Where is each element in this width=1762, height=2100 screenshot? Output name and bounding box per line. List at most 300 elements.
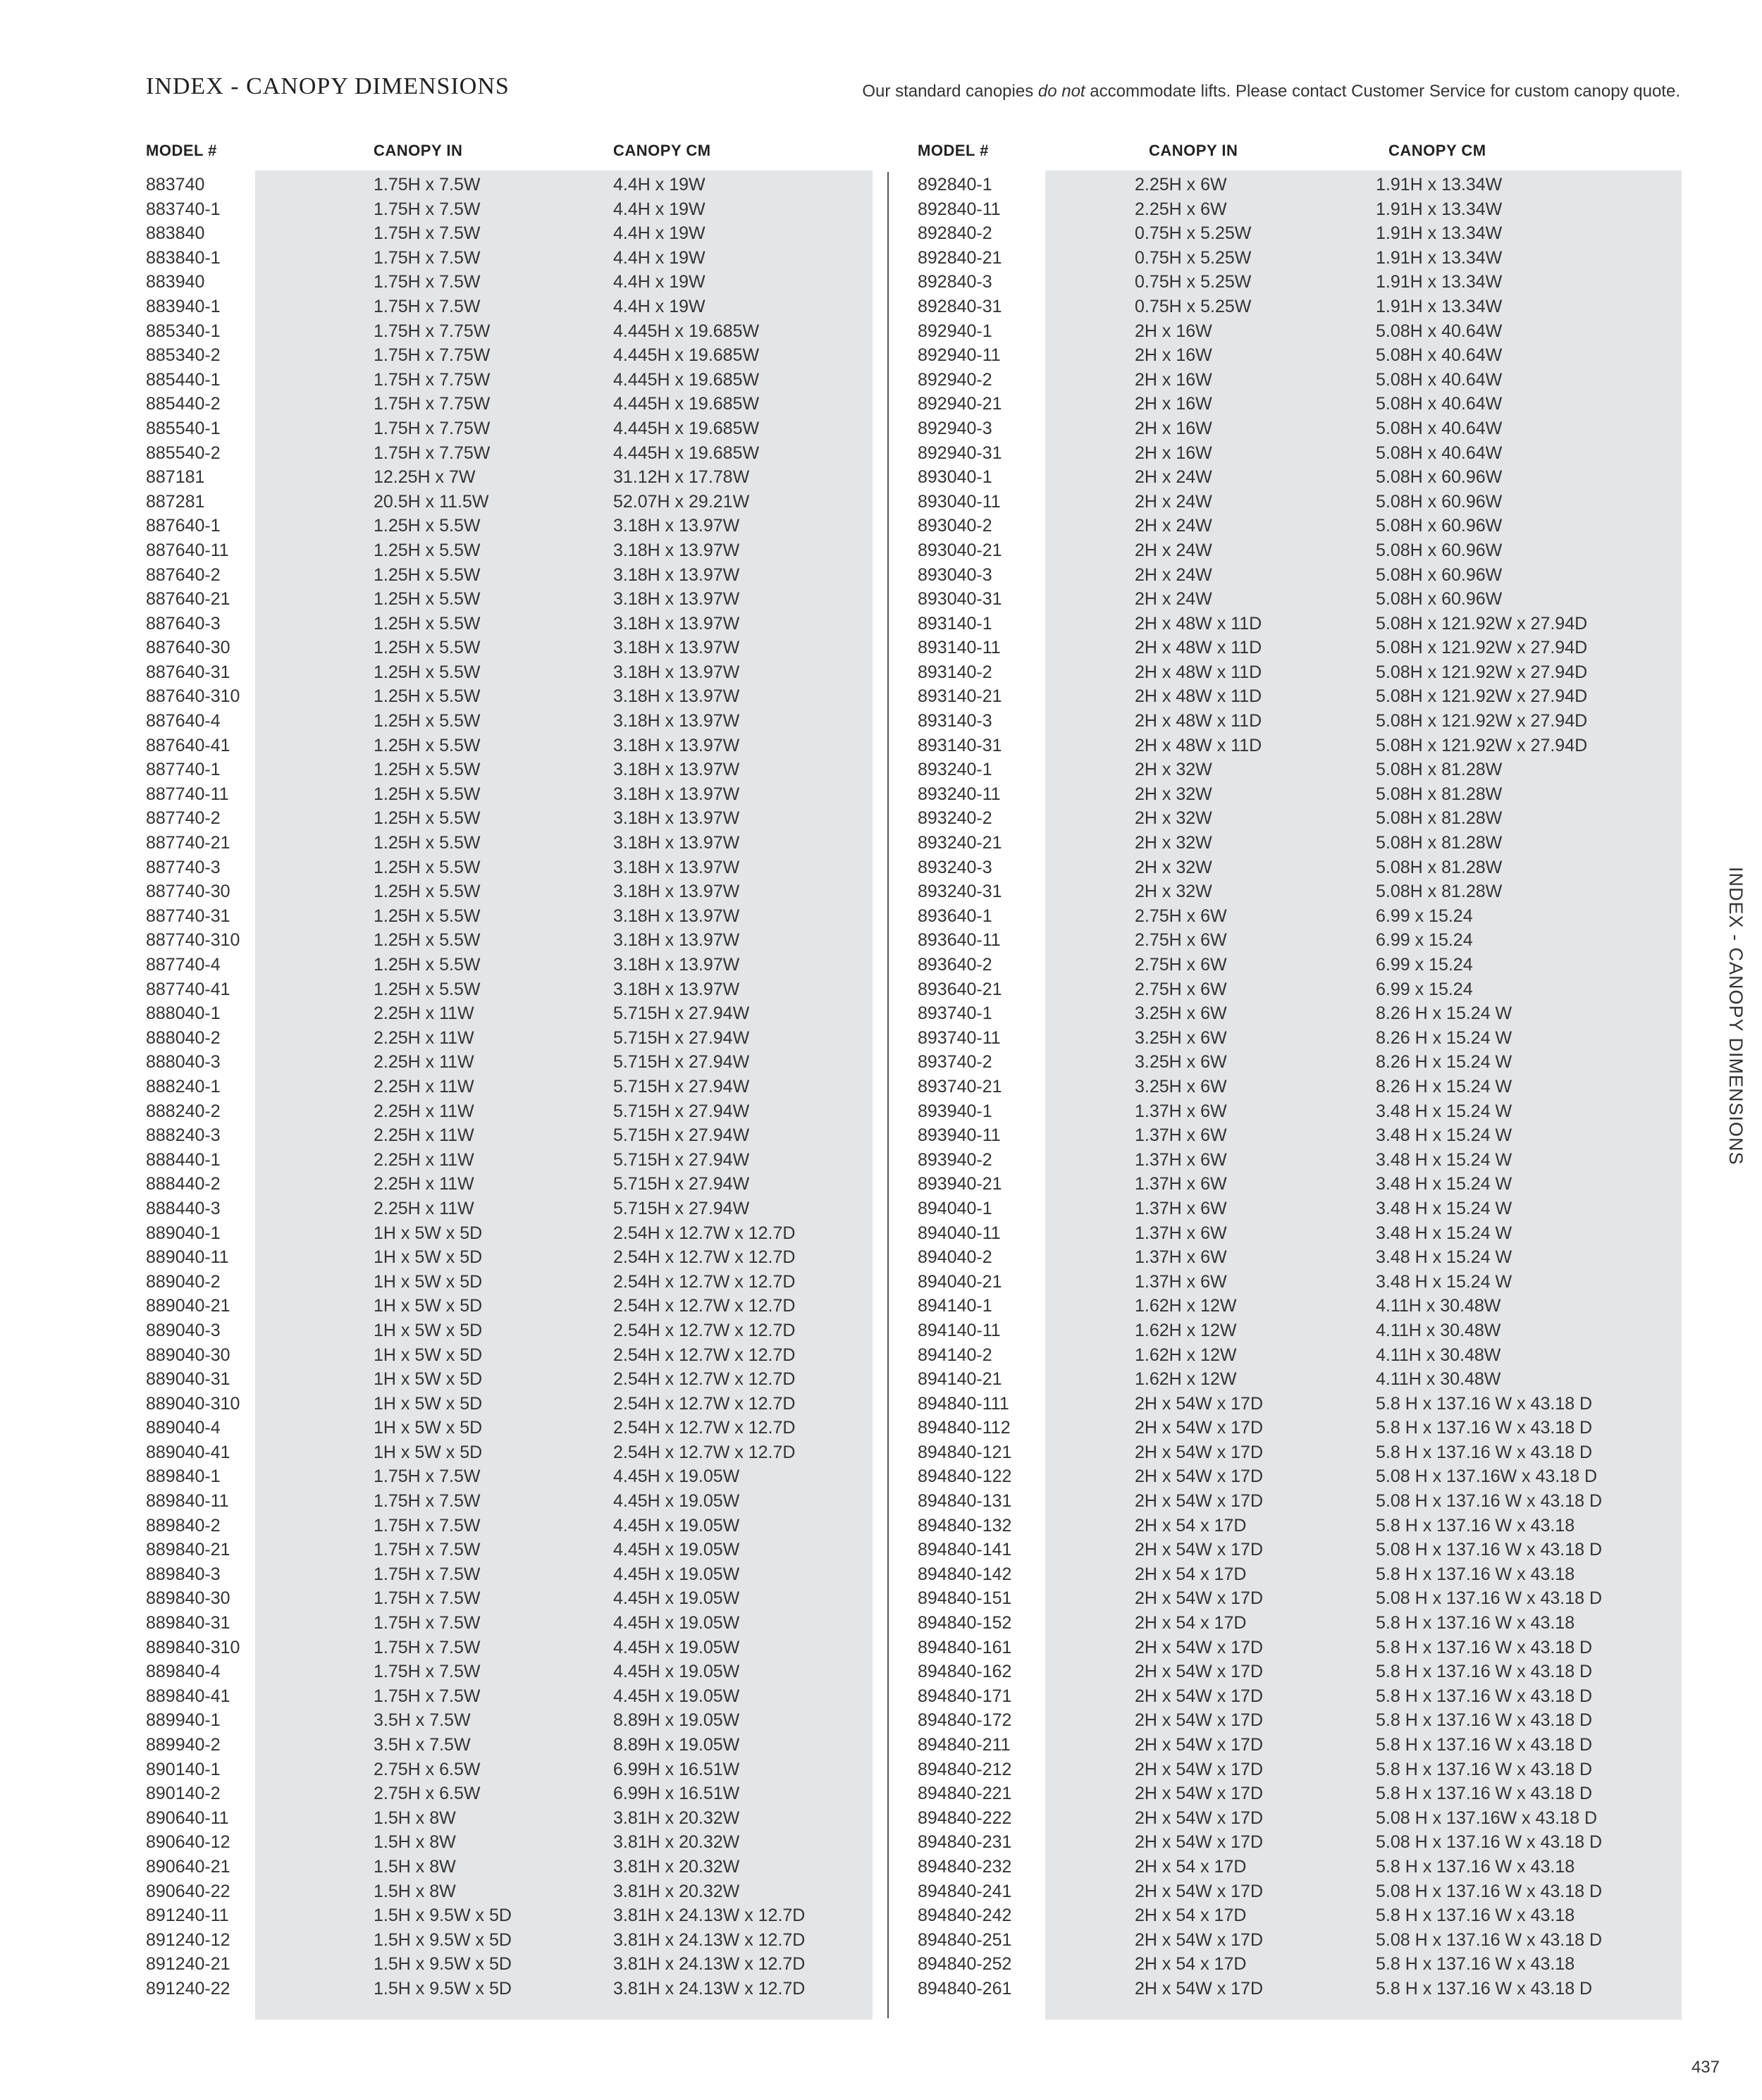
model-number: 885340-1 [146, 321, 221, 341]
canopy-cm: 5.8 H x 137.16 W x 43.18 D [1376, 1710, 1593, 1731]
model-number: 887640-21 [146, 589, 230, 610]
model-number: 893940-2 [918, 1149, 992, 1170]
canopy-cm: 3.81H x 24.13W x 12.7D [613, 1929, 806, 1950]
table-row [0, 1464, 1692, 1489]
model-number: 892840-1 [918, 175, 992, 194]
model-number: 890640-11 [146, 1808, 229, 1828]
canopy-in: 1.5H x 9.5W x 5D [374, 1906, 512, 1926]
canopy-cm: 2.54H x 12.7W x 12.7D [613, 1271, 796, 1292]
canopy-cm: 3.18H x 13.97W [613, 930, 740, 951]
canopy-in: 1.25H x 5.5W [374, 979, 481, 999]
canopy-in: 2H x 48W x 11D [1135, 686, 1262, 707]
model-number: 889040-4 [146, 1418, 221, 1438]
table-row [0, 1562, 1692, 1587]
model-number: 883940-1 [146, 296, 221, 316]
canopy-in: 1.25H x 5.5W [374, 784, 481, 804]
canopy-in: 2.75H x 6W [1135, 906, 1227, 926]
table-row [0, 1733, 1692, 1758]
table-row [0, 1050, 1692, 1075]
canopy-cm: 5.08H x 121.92W x 27.94D [1376, 686, 1588, 707]
canopy-in: 1.75H x 7.5W [374, 199, 481, 219]
canopy-cm: 8.26 H x 15.24 W [1376, 1076, 1513, 1097]
model-number: 887740-11 [146, 784, 229, 804]
canopy-in: 1.62H x 12W [1135, 1296, 1237, 1316]
table-row [0, 1221, 1692, 1246]
model-number: 894840-161 [918, 1637, 1012, 1657]
model-number: 892940-3 [918, 418, 992, 438]
model-number: 894840-131 [918, 1491, 1012, 1512]
canopy-cm: 4.45H x 19.05W [613, 1564, 740, 1584]
table-row [0, 1684, 1692, 1709]
table-row [0, 1879, 1692, 1904]
canopy-cm: 5.715H x 27.94W [613, 1101, 750, 1121]
canopy-cm: 4.45H x 19.05W [613, 1637, 740, 1657]
canopy-in: 2.25H x 11W [374, 1027, 474, 1048]
canopy-in: 2H x 54W x 17D [1135, 1710, 1264, 1731]
canopy-in: 1.75H x 7.5W [374, 1637, 481, 1657]
model-number: 894840-172 [918, 1710, 1012, 1731]
model-number: 889840-31 [146, 1613, 230, 1633]
canopy-in: 1.75H x 7.5W [374, 247, 481, 268]
model-number: 893740-1 [918, 1003, 992, 1024]
right-table [0, 173, 1692, 2001]
canopy-cm: 5.8 H x 137.16 W x 43.18 D [1376, 1784, 1593, 1804]
canopy-cm: 3.81H x 24.13W x 12.7D [613, 1954, 806, 1975]
canopy-in: 1.5H x 9.5W x 5D [374, 1954, 512, 1975]
table-row [0, 1830, 1692, 1855]
table-row [0, 734, 1692, 758]
canopy-cm: 3.48 H x 15.24 W [1376, 1174, 1513, 1194]
page-number: 437 [1691, 2058, 1720, 2077]
table-row [0, 612, 1692, 636]
model-number: 891240-21 [146, 1954, 230, 1975]
model-number: 893940-1 [918, 1101, 992, 1121]
canopy-in: 1.5H x 8W [374, 1881, 456, 1901]
canopy-in: 2H x 54 x 17D [1135, 1856, 1247, 1877]
canopy-cm: 5.08H x 60.96W [1376, 491, 1503, 512]
canopy-in: 2H x 32W [1135, 833, 1212, 853]
table-row [0, 197, 1692, 222]
canopy-in: 1.75H x 7.5W [374, 1686, 481, 1706]
table-row [0, 782, 1692, 807]
model-number: 892940-21 [918, 394, 1002, 414]
canopy-cm: 5.715H x 27.94W [613, 1003, 750, 1024]
canopy-cm: 5.08 H x 137.16W x 43.18 D [1376, 1466, 1598, 1487]
model-number: 885540-1 [146, 418, 221, 438]
model-number: 894840-162 [918, 1662, 1012, 1682]
table-row [0, 319, 1692, 344]
canopy-in: 1.62H x 12W [1135, 1369, 1237, 1390]
model-number: 889040-21 [146, 1296, 230, 1316]
model-number: 892940-2 [918, 369, 992, 390]
model-number: 889840-30 [146, 1588, 230, 1609]
page-title: INDEX - CANOPY DIMENSIONS [146, 73, 510, 99]
model-number: 893240-11 [918, 784, 1001, 804]
canopy-cm: 5.8 H x 137.16 W x 43.18 [1376, 1515, 1575, 1536]
canopy-in: 2H x 54W x 17D [1135, 1637, 1264, 1657]
model-number: 894840-221 [918, 1784, 1012, 1804]
model-number: 890640-22 [146, 1881, 230, 1901]
canopy-cm: 5.08H x 121.92W x 27.94D [1376, 735, 1588, 755]
model-number: 893040-11 [918, 491, 1001, 512]
model-number: 887740-41 [146, 979, 230, 999]
model-number: 893640-11 [918, 930, 1001, 951]
table-row [0, 1392, 1692, 1416]
canopy-cm: 5.08H x 60.96W [1376, 589, 1503, 610]
canopy-in: 2.25H x 11W [374, 1125, 474, 1146]
model-number: 894040-1 [918, 1198, 992, 1218]
canopy-in: 0.75H x 5.25W [1135, 247, 1252, 268]
canopy-in: 1.25H x 5.5W [374, 516, 481, 536]
model-number: 883840-1 [146, 247, 221, 268]
canopy-cm: 4.11H x 30.48W [1376, 1320, 1501, 1340]
canopy-in: 1.25H x 5.5W [374, 760, 481, 780]
canopy-cm: 4.45H x 19.05W [613, 1491, 740, 1512]
canopy-in: 2H x 54 x 17D [1135, 1515, 1247, 1536]
canopy-cm: 5.08H x 40.64W [1376, 443, 1503, 463]
canopy-in: 2H x 54 x 17D [1135, 1564, 1247, 1584]
canopy-cm: 4.4H x 19W [613, 247, 706, 268]
canopy-cm: 4.11H x 30.48W [1376, 1345, 1501, 1365]
model-number: 889040-1 [146, 1223, 221, 1243]
model-number: 894840-241 [918, 1881, 1012, 1901]
canopy-cm: 5.8 H x 137.16 W x 43.18 D [1376, 1759, 1593, 1779]
canopy-in: 2H x 54W x 17D [1135, 1978, 1264, 1999]
table-row [0, 1708, 1692, 1733]
table-row [0, 904, 1692, 929]
canopy-in: 1.5H x 8W [374, 1832, 456, 1853]
canopy-cm: 3.18H x 13.97W [613, 760, 740, 780]
canopy-in: 2H x 54W x 17D [1135, 1662, 1264, 1682]
model-number: 887640-11 [146, 540, 229, 560]
canopy-in: 1.75H x 7.5W [374, 1515, 481, 1536]
table-row [0, 1123, 1692, 1148]
side-section-label: INDEX - CANOPY DIMENSIONS [1725, 867, 1746, 1166]
canopy-cm: 3.18H x 13.97W [613, 638, 740, 658]
canopy-in: 2H x 54 x 17D [1135, 1954, 1247, 1975]
model-number: 889040-3 [146, 1320, 221, 1340]
model-number: 894040-11 [918, 1223, 1001, 1243]
model-number: 893940-11 [918, 1125, 1001, 1146]
canopy-in: 1.37H x 6W [1135, 1247, 1227, 1268]
canopy-cm: 3.48 H x 15.24 W [1376, 1149, 1513, 1170]
canopy-cm: 5.8 H x 137.16 W x 43.18 D [1376, 1978, 1593, 1999]
canopy-in: 2H x 54W x 17D [1135, 1588, 1264, 1609]
canopy-cm: 5.715H x 27.94W [613, 1149, 750, 1170]
canopy-in: 2H x 48W x 11D [1135, 711, 1262, 731]
table-row [0, 514, 1692, 538]
canopy-cm: 5.8 H x 137.16 W x 43.18 D [1376, 1418, 1593, 1438]
canopy-cm: 5.715H x 27.94W [613, 1198, 750, 1218]
model-number: 887640-30 [146, 638, 230, 658]
canopy-cm: 3.48 H x 15.24 W [1376, 1125, 1513, 1146]
model-number: 894840-232 [918, 1856, 1012, 1877]
canopy-cm: 1.91H x 13.34W [1376, 296, 1503, 316]
model-number: 890140-1 [146, 1759, 221, 1779]
canopy-cm: 3.18H x 13.97W [613, 711, 740, 731]
canopy-in: 1.37H x 6W [1135, 1149, 1227, 1170]
model-number: 893040-2 [918, 516, 992, 536]
canopy-cm: 8.89H x 19.05W [613, 1710, 740, 1731]
model-number: 889840-41 [146, 1686, 230, 1706]
canopy-in: 1H x 5W x 5D [374, 1345, 483, 1365]
model-number: 894840-121 [918, 1442, 1012, 1462]
canopy-in: 1H x 5W x 5D [374, 1271, 483, 1292]
canopy-in: 1.62H x 12W [1135, 1345, 1237, 1365]
canopy-in: 2H x 16W [1135, 321, 1212, 341]
canopy-cm: 5.715H x 27.94W [613, 1125, 750, 1146]
model-number: 888240-2 [146, 1101, 221, 1121]
canopy-in: 1.25H x 5.5W [374, 662, 481, 682]
note-emphasis: do not [1037, 82, 1085, 101]
canopy-in: 1.75H x 7.75W [374, 345, 491, 366]
canopy-in: 3.25H x 6W [1135, 1076, 1227, 1097]
model-number: 890640-21 [146, 1856, 230, 1877]
canopy-cm: 5.08H x 40.64W [1376, 321, 1503, 341]
canopy-cm: 4.45H x 19.05W [613, 1540, 740, 1560]
canopy-cm: 5.8 H x 137.16 W x 43.18 D [1376, 1442, 1593, 1462]
model-number: 883840 [146, 223, 205, 244]
canopy-cm: 3.48 H x 15.24 W [1376, 1198, 1513, 1218]
model-number: 893640-1 [918, 906, 992, 926]
model-number: 888040-3 [146, 1052, 221, 1073]
model-number: 894140-1 [918, 1296, 992, 1316]
model-number: 892840-21 [918, 247, 1002, 268]
table-row [0, 1148, 1692, 1173]
table-row [0, 636, 1692, 660]
model-number: 893240-21 [918, 833, 1002, 853]
model-number: 887740-4 [146, 955, 221, 975]
canopy-in: 2.25H x 6W [1135, 175, 1227, 194]
canopy-in: 2.75H x 6.5W [374, 1784, 481, 1804]
model-number: 894840-252 [918, 1954, 1012, 1975]
table-row [0, 1660, 1692, 1684]
canopy-in: 20.5H x 11.5W [374, 491, 489, 512]
canopy-in: 1H x 5W x 5D [374, 1247, 483, 1268]
canopy-cm: 5.8 H x 137.16 W x 43.18 [1376, 1954, 1575, 1975]
table-row [0, 1318, 1692, 1343]
table-row [0, 538, 1692, 563]
canopy-in: 2H x 54 x 17D [1135, 1906, 1247, 1926]
canopy-cm: 4.445H x 19.685W [613, 418, 760, 438]
model-number: 889840-1 [146, 1466, 221, 1487]
model-number: 893140-21 [918, 686, 1002, 707]
canopy-cm: 5.8 H x 137.16 W x 43.18 [1376, 1906, 1575, 1926]
canopy-in: 0.75H x 5.25W [1135, 296, 1252, 316]
canopy-in: 1.25H x 5.5W [374, 540, 481, 560]
table-row [0, 1416, 1692, 1440]
canopy-in: 2H x 16W [1135, 418, 1212, 438]
table-row [0, 1636, 1692, 1660]
canopy-in: 3.5H x 7.5W [374, 1735, 471, 1755]
canopy-cm: 5.08H x 60.96W [1376, 467, 1503, 488]
model-number: 889040-41 [146, 1442, 230, 1462]
canopy-cm: 2.54H x 12.7W x 12.7D [613, 1393, 796, 1414]
table-row [0, 1977, 1692, 2001]
model-number: 887640-1 [146, 516, 221, 536]
canopy-cm: 4.4H x 19W [613, 223, 706, 244]
left-header-model: MODEL # [146, 142, 217, 159]
canopy-in: 1H x 5W x 5D [374, 1442, 483, 1462]
model-number: 888440-3 [146, 1198, 221, 1218]
table-row [0, 1952, 1692, 1977]
model-number: 888440-1 [146, 1149, 221, 1170]
table-row [0, 1099, 1692, 1124]
canopy-in: 2H x 24W [1135, 564, 1212, 585]
canopy-cm: 2.54H x 12.7W x 12.7D [613, 1320, 796, 1340]
canopy-in: 1.37H x 6W [1135, 1101, 1227, 1121]
model-number: 893240-31 [918, 882, 1002, 902]
model-number: 894840-242 [918, 1906, 1012, 1926]
left-header-canopy-cm: CANOPY CM [613, 142, 711, 159]
canopy-in: 3.25H x 6W [1135, 1003, 1227, 1024]
canopy-in: 1.25H x 5.5W [374, 955, 481, 975]
canopy-cm: 5.08H x 60.96W [1376, 540, 1503, 560]
model-number: 888240-1 [146, 1076, 221, 1097]
canopy-in: 1H x 5W x 5D [374, 1369, 483, 1390]
canopy-cm: 3.18H x 13.97W [613, 540, 740, 560]
canopy-cm: 5.08 H x 137.16 W x 43.18 D [1376, 1929, 1603, 1950]
canopy-in: 2.25H x 11W [374, 1052, 474, 1073]
right-header-model: MODEL # [918, 142, 989, 159]
canopy-cm: 31.12H x 17.78W [613, 467, 750, 488]
model-number: 887640-2 [146, 564, 221, 585]
canopy-in: 2H x 16W [1135, 443, 1212, 463]
canopy-cm: 5.08 H x 137.16W x 43.18 D [1376, 1808, 1598, 1828]
canopy-in: 1.75H x 7.5W [374, 1613, 481, 1633]
model-number: 889040-31 [146, 1369, 230, 1390]
canopy-in: 1.75H x 7.5W [374, 1466, 481, 1487]
model-number: 887181 [146, 467, 205, 488]
canopy-cm: 5.08 H x 137.16 W x 43.18 D [1376, 1832, 1603, 1853]
canopy-cm: 6.99 x 15.24 [1376, 955, 1473, 975]
model-number: 892940-11 [918, 345, 1001, 366]
canopy-in: 0.75H x 5.25W [1135, 223, 1252, 244]
canopy-in: 2H x 24W [1135, 491, 1212, 512]
model-number: 887740-31 [146, 906, 230, 926]
canopy-in: 2H x 24W [1135, 516, 1212, 536]
right-header-canopy-cm: CANOPY CM [1388, 142, 1486, 159]
model-number: 893040-31 [918, 589, 1002, 610]
canopy-in: 2H x 54W x 17D [1135, 1491, 1264, 1512]
model-number: 889040-30 [146, 1345, 230, 1365]
model-number: 892940-31 [918, 443, 1002, 463]
table-row [0, 1270, 1692, 1295]
canopy-in: 1H x 5W x 5D [374, 1296, 483, 1316]
model-number: 889840-3 [146, 1564, 221, 1584]
canopy-cm: 5.08H x 121.92W x 27.94D [1376, 638, 1588, 658]
canopy-cm: 5.8 H x 137.16 W x 43.18 D [1376, 1735, 1593, 1755]
canopy-in: 1.37H x 6W [1135, 1174, 1227, 1194]
canopy-cm: 5.8 H x 137.16 W x 43.18 D [1376, 1637, 1593, 1657]
canopy-in: 1.25H x 5.5W [374, 564, 481, 585]
right-header-canopy-in: CANOPY IN [1149, 142, 1238, 159]
table-row [0, 343, 1692, 368]
model-number: 890640-12 [146, 1832, 230, 1853]
canopy-cm: 3.18H x 13.97W [613, 857, 740, 877]
table-row [0, 246, 1692, 271]
model-number: 887740-310 [146, 930, 240, 951]
canopy-in: 2H x 48W x 11D [1135, 613, 1262, 634]
model-number: 889940-2 [146, 1735, 221, 1755]
canopy-in: 2H x 54W x 17D [1135, 1832, 1264, 1853]
table-row [0, 1611, 1692, 1636]
table-row [0, 1440, 1692, 1465]
model-number: 893640-21 [918, 979, 1002, 999]
canopy-cm: 5.08H x 81.28W [1376, 882, 1503, 902]
canopy-cm: 3.18H x 13.97W [613, 808, 740, 829]
canopy-cm: 3.18H x 13.97W [613, 833, 740, 853]
model-number: 894840-152 [918, 1613, 1012, 1633]
canopy-cm: 1.91H x 13.34W [1376, 175, 1503, 194]
model-number: 893140-1 [918, 613, 992, 634]
table-row [0, 1806, 1692, 1831]
canopy-cm: 5.08H x 121.92W x 27.94D [1376, 711, 1588, 731]
canopy-cm: 6.99 x 15.24 [1376, 979, 1473, 999]
model-number: 893140-11 [918, 638, 1001, 658]
canopy-in: 2H x 32W [1135, 857, 1212, 877]
canopy-in: 2H x 48W x 11D [1135, 638, 1262, 658]
note-post: accommodate lifts. Please contact Customer Service for custom canopy quote. [1085, 82, 1680, 101]
canopy-in: 2H x 48W x 11D [1135, 735, 1262, 755]
canopy-in: 1.25H x 5.5W [374, 906, 481, 926]
model-number: 894840-171 [918, 1686, 1012, 1706]
canopy-cm: 4.45H x 19.05W [613, 1588, 740, 1609]
canopy-cm: 5.08H x 40.64W [1376, 394, 1503, 414]
canopy-cm: 2.54H x 12.7W x 12.7D [613, 1369, 796, 1390]
canopy-cm: 3.18H x 13.97W [613, 613, 740, 634]
model-number: 889840-11 [146, 1491, 229, 1512]
model-number: 893040-3 [918, 564, 992, 585]
canopy-cm: 4.4H x 19W [613, 199, 706, 219]
canopy-cm: 5.8 H x 137.16 W x 43.18 [1376, 1564, 1575, 1584]
canopy-cm: 2.54H x 12.7W x 12.7D [613, 1345, 796, 1365]
canopy-cm: 5.08H x 40.64W [1376, 369, 1503, 390]
canopy-in: 1.25H x 5.5W [374, 711, 481, 731]
canopy-cm: 2.54H x 12.7W x 12.7D [613, 1247, 796, 1268]
canopy-cm: 3.18H x 13.97W [613, 784, 740, 804]
table-row [0, 1172, 1692, 1197]
model-number: 894840-211 [918, 1735, 1011, 1755]
canopy-in: 1.25H x 5.5W [374, 589, 481, 610]
canopy-in: 2.25H x 11W [374, 1076, 474, 1097]
canopy-in: 2H x 32W [1135, 784, 1212, 804]
canopy-cm: 5.8 H x 137.16 W x 43.18 D [1376, 1662, 1593, 1682]
canopy-cm: 5.08H x 60.96W [1376, 564, 1503, 585]
canopy-in: 12.25H x 7W [374, 467, 476, 488]
table-row [0, 879, 1692, 904]
canopy-in: 3.25H x 6W [1135, 1052, 1227, 1073]
model-number: 894840-151 [918, 1588, 1012, 1609]
table-row [0, 1586, 1692, 1611]
canopy-in: 3.5H x 7.5W [374, 1710, 471, 1731]
canopy-cm: 5.08H x 60.96W [1376, 516, 1503, 536]
canopy-cm: 4.4H x 19W [613, 175, 706, 194]
canopy-cm: 5.08H x 81.28W [1376, 760, 1503, 780]
canopy-in: 1.75H x 7.5W [374, 1491, 481, 1512]
canopy-in: 2H x 32W [1135, 808, 1212, 829]
canopy-cm: 4.4H x 19W [613, 272, 706, 292]
model-number: 883740 [146, 175, 205, 194]
model-number: 894840-251 [918, 1929, 1012, 1950]
table-row [0, 270, 1692, 295]
canopy-in: 2.75H x 6W [1135, 930, 1227, 951]
canopy-in: 2.25H x 11W [374, 1174, 474, 1194]
table-row [0, 1367, 1692, 1392]
canopy-cm: 4.45H x 19.05W [613, 1662, 740, 1682]
table-row [0, 441, 1692, 466]
canopy-cm: 3.81H x 24.13W x 12.7D [613, 1906, 806, 1926]
